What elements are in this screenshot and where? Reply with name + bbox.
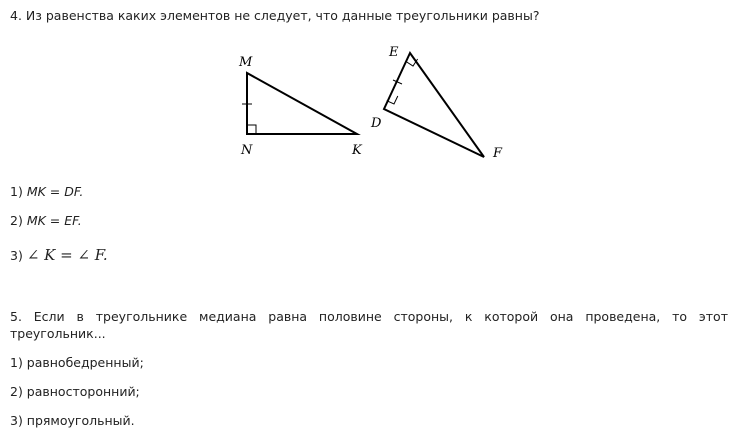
option-number: 3) — [10, 248, 23, 263]
label-e: E — [389, 45, 399, 60]
triangle-mnk — [247, 73, 357, 134]
label-k: K — [352, 143, 362, 158]
label-f: F — [493, 146, 503, 161]
q4-option-2 — [10, 213, 82, 228]
option-text: MK = EF. — [26, 213, 82, 228]
question-5-line2: треугольник... — [10, 326, 106, 341]
q5-option-2: 2) равносторонний; — [10, 384, 140, 399]
q5-option-1: 1) равнобедренный; — [10, 355, 144, 370]
option-text: MK = DF. — [26, 184, 84, 199]
label-d: D — [371, 116, 382, 131]
option-number: 2) — [10, 213, 23, 228]
triangle-edf — [384, 53, 484, 157]
label-m: M — [239, 55, 253, 70]
q4-option-3 — [10, 246, 108, 264]
label-n: N — [241, 143, 253, 158]
triangles-figure — [0, 0, 748, 180]
right-angle-n — [247, 125, 256, 134]
q5-option-3: 3) прямоугольный. — [10, 413, 135, 428]
question-4: 4. Из равенства каких элементов не следует, что данные треугольники равны? — [10, 8, 540, 23]
q4-option-1 — [10, 184, 83, 199]
option-number: 1) — [10, 184, 23, 199]
question-5-line1: 5. Если в треугольнике медиана равна половине стороны, к которой она проведена, то этот — [10, 309, 728, 324]
option-text: ∠ K = ∠ F. — [26, 246, 108, 264]
